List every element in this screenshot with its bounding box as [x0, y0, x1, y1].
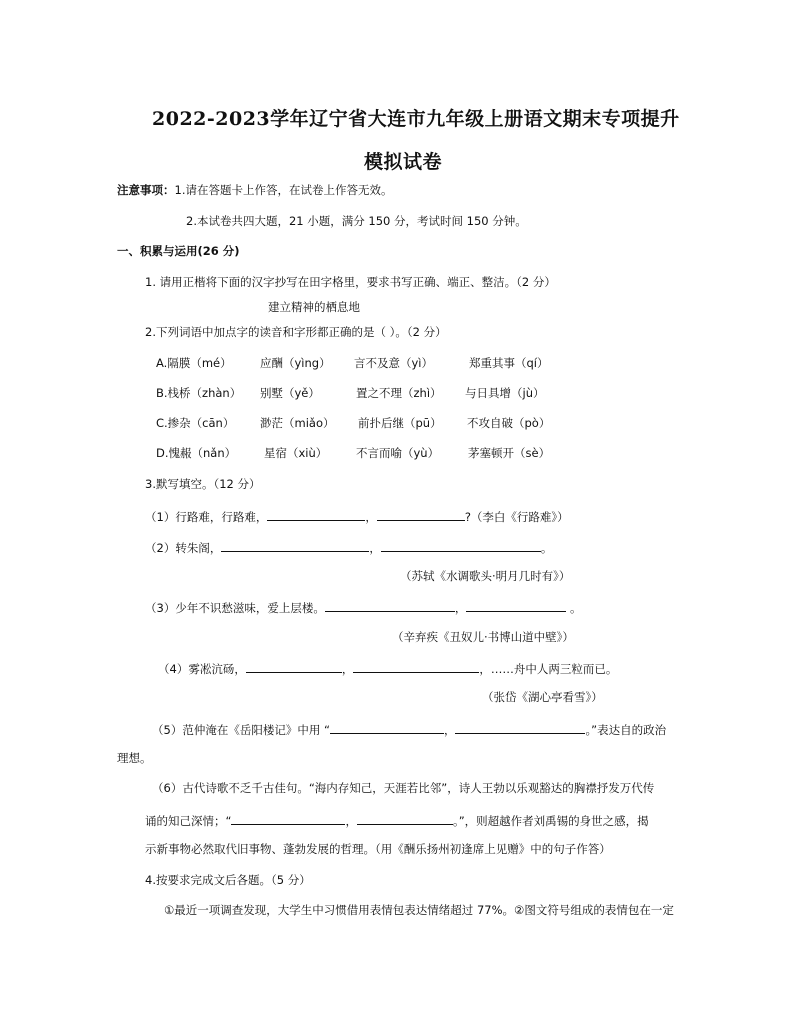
- q3-4-comma: ，: [341, 662, 354, 676]
- option-b-2: 别墅（yě）: [260, 386, 320, 400]
- q3-2-period: 。: [540, 541, 553, 555]
- answer-blank[interactable]: [353, 660, 479, 673]
- q3-5-tail: 。”表达自的政治: [585, 723, 667, 737]
- option-d-3: 不言而喻（yù）: [356, 446, 440, 460]
- q3-3-line: [145, 599, 581, 616]
- q3-3-source: （辛弃疾《丑奴儿·书博山道中壁》）: [392, 630, 574, 644]
- option-d-2: 星宿（xiù）: [264, 446, 328, 460]
- q3-4-tail: ，……舟中人两三粒而已。: [479, 662, 618, 676]
- q3-5-line: [152, 721, 666, 738]
- q3-4-source: （张岱《湖心亭看雪》）: [482, 690, 603, 704]
- q3-4-line: [158, 660, 617, 677]
- option-c-3: 前扑后继（pū）: [358, 416, 442, 430]
- option-b-1: B.栈桥（zhàn）: [156, 386, 242, 400]
- option-c-4: 不攻自破（pò）: [467, 416, 551, 430]
- answer-blank[interactable]: [357, 812, 453, 825]
- q3-5-end: 理想。: [117, 751, 152, 765]
- option-b-3: 置之不理（zhì）: [356, 386, 442, 400]
- q3-1-prompt: （1）行路难，行路难，: [145, 510, 268, 524]
- option-c-1: C.掺杂（cān）: [156, 416, 235, 430]
- q3-1-comma: ，: [365, 510, 377, 524]
- notice-line-1: [117, 183, 392, 198]
- answer-blank[interactable]: [455, 721, 585, 734]
- question-4-passage: ①最近一项调查发现，大学生中习惯借用表情包表达情绪超过 77%。②图文符号组成的表情包在一定: [164, 903, 674, 917]
- option-a-1: A.隔膜（mé）: [156, 356, 232, 370]
- q3-3-prompt: （3）少年不识愁滋味，爱上层楼。: [145, 601, 325, 615]
- q3-2-line: [145, 539, 552, 556]
- answer-blank[interactable]: [330, 721, 444, 734]
- q3-5-comma: ，: [443, 723, 456, 737]
- notice-item-2: 2.本试卷共四大题，21 小题，满分 150 分，考试时间 150 分钟。: [186, 214, 527, 228]
- answer-blank[interactable]: [466, 599, 566, 612]
- option-d-4: 茅塞顿开（sè）: [468, 446, 551, 460]
- option-b-4: 与日具增（jù）: [465, 386, 545, 400]
- q3-6-prompt: 诵的知己深情；“: [145, 814, 232, 828]
- q3-3-period: 。: [569, 601, 582, 615]
- q3-6-line-2: [145, 812, 649, 829]
- question-4: 4.按要求完成文后各题。（5 分）: [145, 873, 311, 887]
- question-1-text: 建立精神的栖息地: [268, 300, 360, 314]
- section-heading: 一、积累与运用(26 分): [117, 244, 240, 258]
- q3-2-source: （苏轼《水调歌头·明月几时有》）: [400, 569, 571, 583]
- notice-label: 注意事项：: [117, 183, 175, 197]
- question-1: 1. 请用正楷将下面的汉字抄写在田字格里，要求书写正确、端正、整洁。（2 分）: [145, 275, 556, 289]
- notice-item-1: 1.请在答题卡上作答，在试卷上作答无效。: [174, 183, 393, 197]
- q3-6-comma: ，: [345, 814, 357, 828]
- q3-3-comma: ，: [454, 601, 467, 615]
- title-line-2: 模拟试卷: [364, 151, 443, 173]
- q3-4-prompt: （4）雾凇沆砀，: [158, 662, 246, 676]
- option-c-2: 渺茫（miǎo）: [260, 416, 335, 430]
- option-a-2: 应酬（yìng）: [260, 356, 331, 370]
- title-line-1: 2022-2023学年辽宁省大连市九年级上册语文期末专项提升: [152, 108, 680, 130]
- answer-blank[interactable]: [221, 539, 369, 552]
- q3-5-prompt: （5）范仲淹在《岳阳楼记》中用 “: [152, 723, 330, 737]
- q3-1-source: ?（李白《行路难》）: [464, 510, 569, 524]
- question-2: 2.下列词语中加点字的读音和字形都正确的是（ ）。（2 分）: [145, 325, 447, 339]
- q3-2-prompt: （2）转朱阁，: [145, 541, 222, 555]
- answer-blank[interactable]: [325, 599, 455, 612]
- answer-blank[interactable]: [246, 660, 342, 673]
- option-a-4: 郑重其事（qí）: [469, 356, 549, 370]
- option-d-1: D.愧赧（nǎn）: [156, 446, 237, 460]
- q3-2-comma: ，: [369, 541, 381, 555]
- answer-blank[interactable]: [377, 508, 465, 521]
- q3-1-line: [145, 508, 569, 525]
- q3-6-line-1: （6）古代诗歌不乏千古佳句。“海内存知己，天涯若比邻”，诗人王勃以乐观豁达的胸襟抒发万代传: [152, 781, 655, 795]
- q3-6-tail: 。”，则超越作者刘禹锡的身世之感，揭: [452, 814, 649, 828]
- question-3: 3.默写填空。（12 分）: [145, 477, 261, 491]
- answer-blank[interactable]: [381, 539, 541, 552]
- answer-blank[interactable]: [231, 812, 345, 825]
- option-a-3: 言不及意（yì）: [354, 356, 433, 370]
- q3-6-line-3: 示新事物必然取代旧事物、蓬勃发展的哲理。（用《酬乐扬州初逢席上见赠》中的句子作答）: [145, 842, 611, 856]
- answer-blank[interactable]: [267, 508, 365, 521]
